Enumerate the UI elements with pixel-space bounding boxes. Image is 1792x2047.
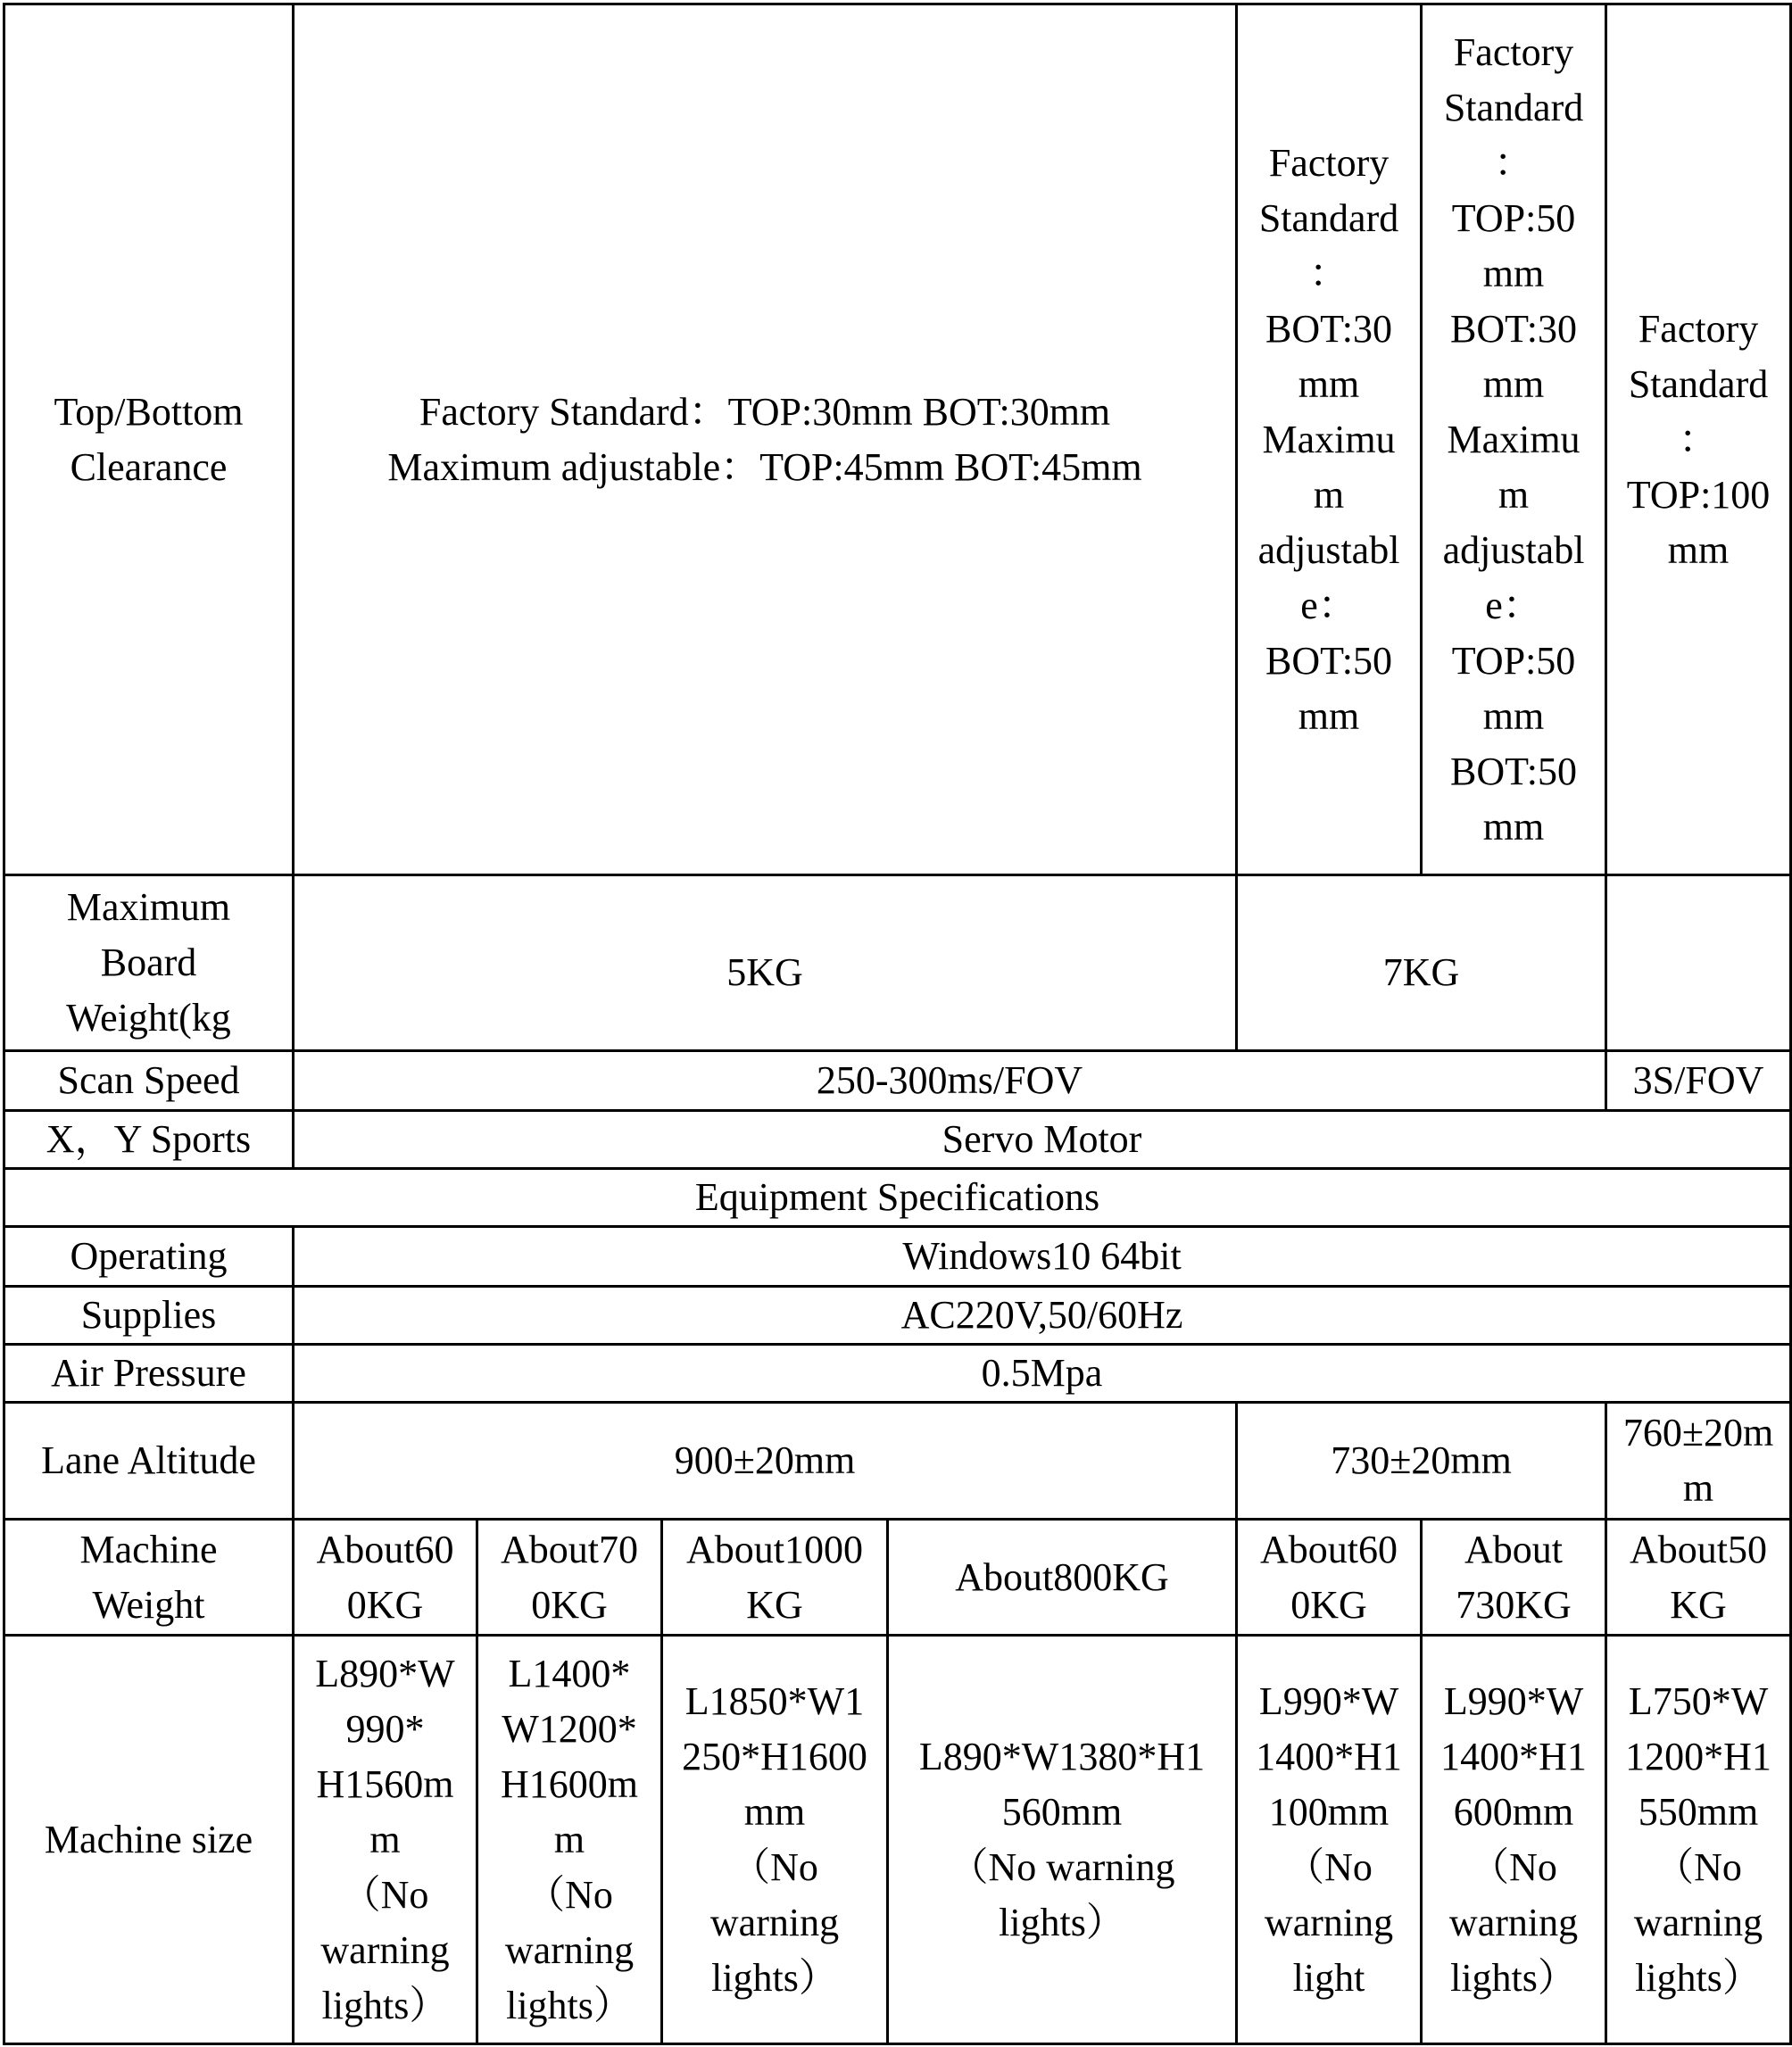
value-machine-size-7: L750*W 1200*H1 550mm （No warning lights） [1606,1636,1791,2044]
row-max-board-weight [4,875,1791,1051]
value-machine-weight-4: About800KG [888,1520,1237,1636]
value-lane-altitude-760: 760±20m m [1606,1403,1791,1520]
value-xy-sports: Servo Motor [294,1111,1791,1169]
row-air-pressure [4,1345,1791,1403]
label-air-pressure: Air Pressure [4,1345,294,1403]
value-clearance-col7: Factory Standard ： TOP:50 mm BOT:30 mm Maximu m adjustabl e： TOP:50 mm BOT:50 mm [1422,4,1606,875]
value-board-weight-col8 [1606,875,1791,1051]
value-machine-size-5: L990*W 1400*H1 100mm （No warning light [1237,1636,1422,2044]
value-machine-size-6: L990*W 1400*H1 600mm （No warning lights） [1422,1636,1606,2044]
value-machine-weight-1: About60 0KG [294,1520,477,1636]
row-machine-weight [4,1520,1791,1636]
value-clearance-col6: Factory Standard ： BOT:30 mm Maximu m adjustabl e： BOT:50 mm [1237,4,1422,875]
value-machine-weight-3: About1000 KG [662,1520,888,1636]
label-xy-sports: X，Y Sports [4,1111,294,1169]
label-max-board-weight: Maximum Board Weight(kg [4,875,294,1051]
section-header-equipment-specifications: Equipment Specifications [4,1169,1791,1227]
value-scan-speed: 250-300ms/FOV [294,1051,1606,1111]
row-lane-altitude [4,1403,1791,1520]
value-lane-altitude-730: 730±20mm [1237,1403,1606,1520]
label-supplies: Supplies [4,1287,294,1345]
row-operating [4,1227,1791,1287]
value-operating: Windows10 64bit [294,1227,1791,1287]
label-operating: Operating [4,1227,294,1287]
value-machine-size-4: L890*W1380*H1 560mm （No warning lights） [888,1636,1237,2044]
row-machine-size [4,1636,1791,2044]
value-clearance-col8: Factory Standard ： TOP:100 mm [1606,4,1791,875]
value-machine-size-1: L890*W 990* H1560m m （No warning lights） [294,1636,477,2044]
row-section-header [4,1169,1791,1227]
value-machine-weight-6: About 730KG [1422,1520,1606,1636]
value-machine-size-3: L1850*W1 250*H1600 mm （No warning lights） [662,1636,888,2044]
value-machine-weight-2: About70 0KG [477,1520,662,1636]
value-clearance-standard: Factory Standard：TOP:30mm BOT:30mm Maximum adjustable：TOP:45mm BOT:45mm [294,4,1237,875]
row-top-bottom-clearance [4,4,1791,875]
value-machine-weight-7: About50 KG [1606,1520,1791,1636]
row-supplies [4,1287,1791,1345]
label-lane-altitude: Lane Altitude [4,1403,294,1520]
value-board-weight-5kg: 5KG [294,875,1237,1051]
value-machine-size-2: L1400* W1200* H1600m m （No warning lights） [477,1636,662,2044]
row-xy-sports [4,1111,1791,1169]
value-machine-weight-5: About60 0KG [1237,1520,1422,1636]
equipment-spec-table [3,3,1792,2045]
value-supplies: AC220V,50/60Hz [294,1287,1791,1345]
value-lane-altitude-900: 900±20mm [294,1403,1237,1520]
label-scan-speed: Scan Speed [4,1051,294,1111]
value-board-weight-7kg: 7KG [1237,875,1606,1051]
row-scan-speed [4,1051,1791,1111]
label-machine-weight: Machine Weight [4,1520,294,1636]
value-air-pressure: 0.5Mpa [294,1345,1791,1403]
label-machine-size: Machine size [4,1636,294,2044]
value-scan-speed-col8: 3S/FOV [1606,1051,1791,1111]
label-top-bottom-clearance: Top/Bottom Clearance [4,4,294,875]
